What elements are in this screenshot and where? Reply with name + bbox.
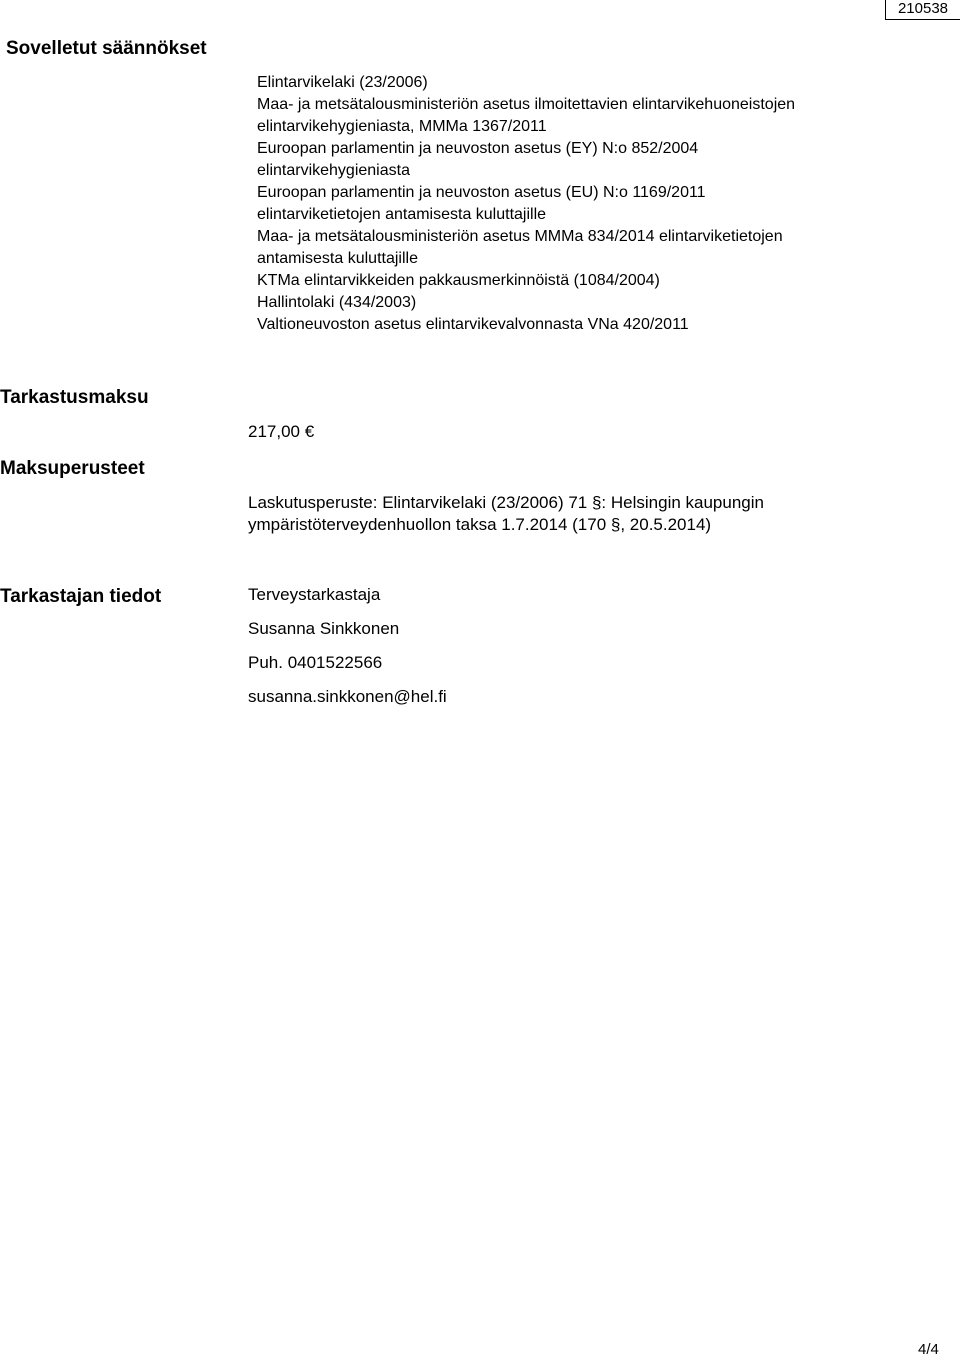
regulation-line: Euroopan parlamentin ja neuvoston asetus (EU) N:o 1169/2011 bbox=[257, 184, 706, 201]
inspector-info bbox=[248, 584, 447, 720]
fee-basis-line: ympäristöterveydenhuollon taksa 1.7.2014 (170 §, 20.5.2014) bbox=[248, 515, 712, 534]
section-title-fee-basis: Maksuperusteet bbox=[0, 458, 145, 478]
inspector-email: susanna.sinkkonen@hel.fi bbox=[248, 687, 447, 706]
section-title-applied-regulations: Sovelletut säännökset bbox=[6, 38, 207, 59]
regulation-line: KTMa elintarvikkeiden pakkausmerkinnöistä (1084/2004) bbox=[257, 272, 660, 289]
inspector-name: Susanna Sinkkonen bbox=[248, 619, 400, 638]
regulation-line: Euroopan parlamentin ja neuvoston asetus (EY) N:o 852/2004 bbox=[257, 140, 699, 157]
regulation-line: Hallintolaki (434/2003) bbox=[257, 294, 417, 311]
inspector-title: Terveystarkastaja bbox=[248, 585, 381, 604]
regulation-line: elintarvikehygieniasta bbox=[257, 162, 410, 179]
regulation-line: elintarviketietojen antamisesta kuluttajille bbox=[257, 206, 547, 223]
fee-amount: 217,00 € bbox=[248, 422, 315, 441]
regulation-line: elintarvikehygieniasta, MMMa 1367/2011 bbox=[257, 118, 547, 135]
regulation-line: Maa- ja metsätalousministeriön asetus MMMa 834/2014 elintarviketietojen bbox=[257, 228, 783, 245]
regulation-line: antamisesta kuluttajille bbox=[257, 250, 418, 267]
section-title-inspector-info: Tarkastajan tiedot bbox=[0, 586, 162, 607]
regulation-line: Maa- ja metsätalousministeriön asetus ilmoitettavien elintarvikehuoneistojen bbox=[257, 96, 796, 113]
fee-basis-line: Laskutusperuste: Elintarvikelaki (23/2006) 71 §: Helsingin kaupungin bbox=[248, 493, 764, 512]
page-number: 4/4 bbox=[918, 1341, 939, 1358]
regulation-line: Elintarvikelaki (23/2006) bbox=[257, 74, 428, 91]
fee-basis-text bbox=[248, 492, 764, 536]
section-title-inspection-fee: Tarkastusmaksu bbox=[0, 387, 149, 408]
regulation-line: Valtioneuvoston asetus elintarvikevalvonnasta VNa 420/2011 bbox=[257, 316, 689, 333]
regulations-list bbox=[257, 72, 795, 336]
inspector-phone: Puh. 0401522566 bbox=[248, 653, 383, 672]
document-number: 210538 bbox=[885, 0, 960, 20]
